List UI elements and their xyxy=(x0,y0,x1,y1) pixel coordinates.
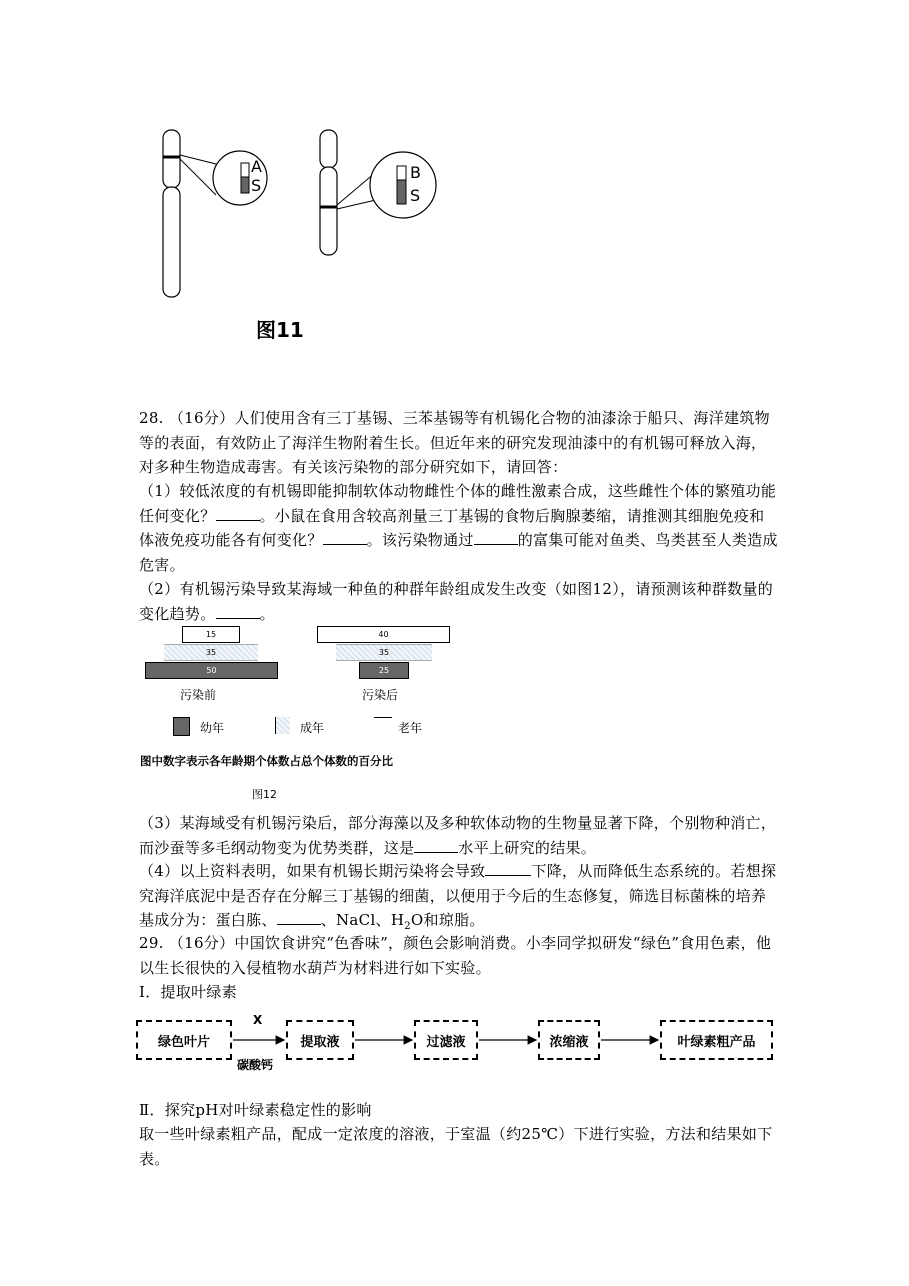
flow-arrows xyxy=(136,1010,776,1080)
q28-part4: （4）以上资料表明，如果有机锡长期污染将会导致 下降，从而降低生态系统的。若想探究海洋底泥中是否存在分解三丁基锡的细菌，以便用于今后的生态修复，筛选目标菌株的培养基成分为：蛋白胨、 、NaCl、$H_2O$和琼脂。 xyxy=(139,862,777,932)
flow-label-caco3: 碳酸钙 xyxy=(237,1058,274,1072)
after-label: 污染后 xyxy=(362,688,399,702)
gene-label-s-right: S xyxy=(410,186,421,205)
chromosome-diagram xyxy=(150,125,450,305)
figure-12-note: 图中数字表示各年龄期个体数占总个体数的百分比 xyxy=(140,754,393,768)
before-adult-bar: 35 xyxy=(164,644,258,661)
legend-adult-swatch xyxy=(275,717,290,734)
q28-intro: 28. （16分）人们使用含有三丁基锡、三苯基锡等有机锡化合物的油漆涂于船只、海洋建筑物等的表面，有效防止了海洋生物附着生长。但近年来的研究发现油漆中的有机锡可释放入海，对多种生物造成毒害。有关该污染物的部分研究如下，请回答： xyxy=(139,409,770,476)
q29-part1-title: Ⅰ．提取叶绿素 xyxy=(139,983,238,1001)
gene-label-s-left: S xyxy=(251,176,262,195)
figure-12 xyxy=(140,622,480,807)
gene-label-b: B xyxy=(410,163,421,182)
left-chromosome-arm-top xyxy=(163,130,180,188)
left-chromosome-arm-bottom xyxy=(163,187,180,297)
flow-step-filtrate: 过滤液 xyxy=(414,1020,478,1060)
answer-blank[interactable] xyxy=(216,506,260,521)
answer-blank[interactable] xyxy=(216,604,260,619)
after-old-bar: 40 xyxy=(317,626,450,643)
legend-old-label: 老年 xyxy=(398,721,423,735)
answer-blank[interactable] xyxy=(474,530,518,545)
before-young-bar: 50 xyxy=(145,662,278,679)
figure-11 xyxy=(150,125,450,305)
figure-12-caption: 图12 xyxy=(252,788,277,801)
flow-step-leaf: 绿色叶片 xyxy=(136,1020,232,1060)
answer-blank[interactable] xyxy=(485,861,531,876)
after-young-bar: 25 xyxy=(359,662,409,679)
q29-part2-title: Ⅱ．探究pH对叶绿素稳定性的影响 xyxy=(139,1101,372,1119)
answer-blank[interactable] xyxy=(414,838,458,853)
q28-part3: （3）某海域受有机锡污染后，部分海藻以及多种软体动物的生物量显著下降，个别物种消亡，而沙蚕等多毛纲动物变为优势类群，这是 水平上研究的结果。 xyxy=(139,814,777,857)
answer-blank[interactable] xyxy=(277,910,321,925)
flow-label-x: X xyxy=(253,1013,263,1027)
gene-label-a: A xyxy=(251,157,262,176)
legend-adult-label: 成年 xyxy=(300,721,325,735)
flow-step-extract: 提取液 xyxy=(286,1020,354,1060)
answer-blank[interactable] xyxy=(323,530,367,545)
extraction-flowchart xyxy=(136,1010,776,1080)
legend-old-swatch xyxy=(374,717,392,718)
right-chromosome-arm-top xyxy=(320,130,337,168)
right-chromosome-arm-bottom xyxy=(320,167,337,255)
legend-young-label: 幼年 xyxy=(200,721,225,735)
q28-part2: （2）有机锡污染导致某海域一种鱼的种群年龄组成发生改变（如图12），请预测该种群数量的变化趋势。 。 xyxy=(139,580,774,623)
figure-11-caption: 图11 xyxy=(256,318,304,342)
q28-part1: （1）较低浓度的有机锡即能抑制软体动物雌性个体的雌性激素合成，这些雌性个体的繁殖功能任何变化？ 。小鼠在食用含较高剂量三丁基锡的食物后胸腺萎缩，请推测其细胞免疫和体液免疫功能各有何变化？ 。该污染物通过 的富集可能对鱼类、鸟类甚至人类造成危害。 xyxy=(139,482,778,574)
before-old-bar: 15 xyxy=(182,626,240,643)
legend-young-swatch xyxy=(173,717,190,736)
q29-part2-text: 取一些叶绿素粗产品，配成一定浓度的溶液，于室温（约25℃）下进行实验，方法和结果如下表。 xyxy=(139,1125,773,1168)
q29-intro: 29. （16分）中国饮食讲究“色香味”，颜色会影响消费。小李同学拟研发“绿色”食用色素，他以生长很快的入侵植物水葫芦为材料进行如下实验。 xyxy=(139,934,772,977)
flow-step-product: 叶绿素粗产品 xyxy=(660,1020,773,1060)
after-adult-bar: 35 xyxy=(336,644,432,661)
flow-step-concentrate: 浓缩液 xyxy=(538,1020,600,1060)
before-label: 污染前 xyxy=(180,688,217,702)
